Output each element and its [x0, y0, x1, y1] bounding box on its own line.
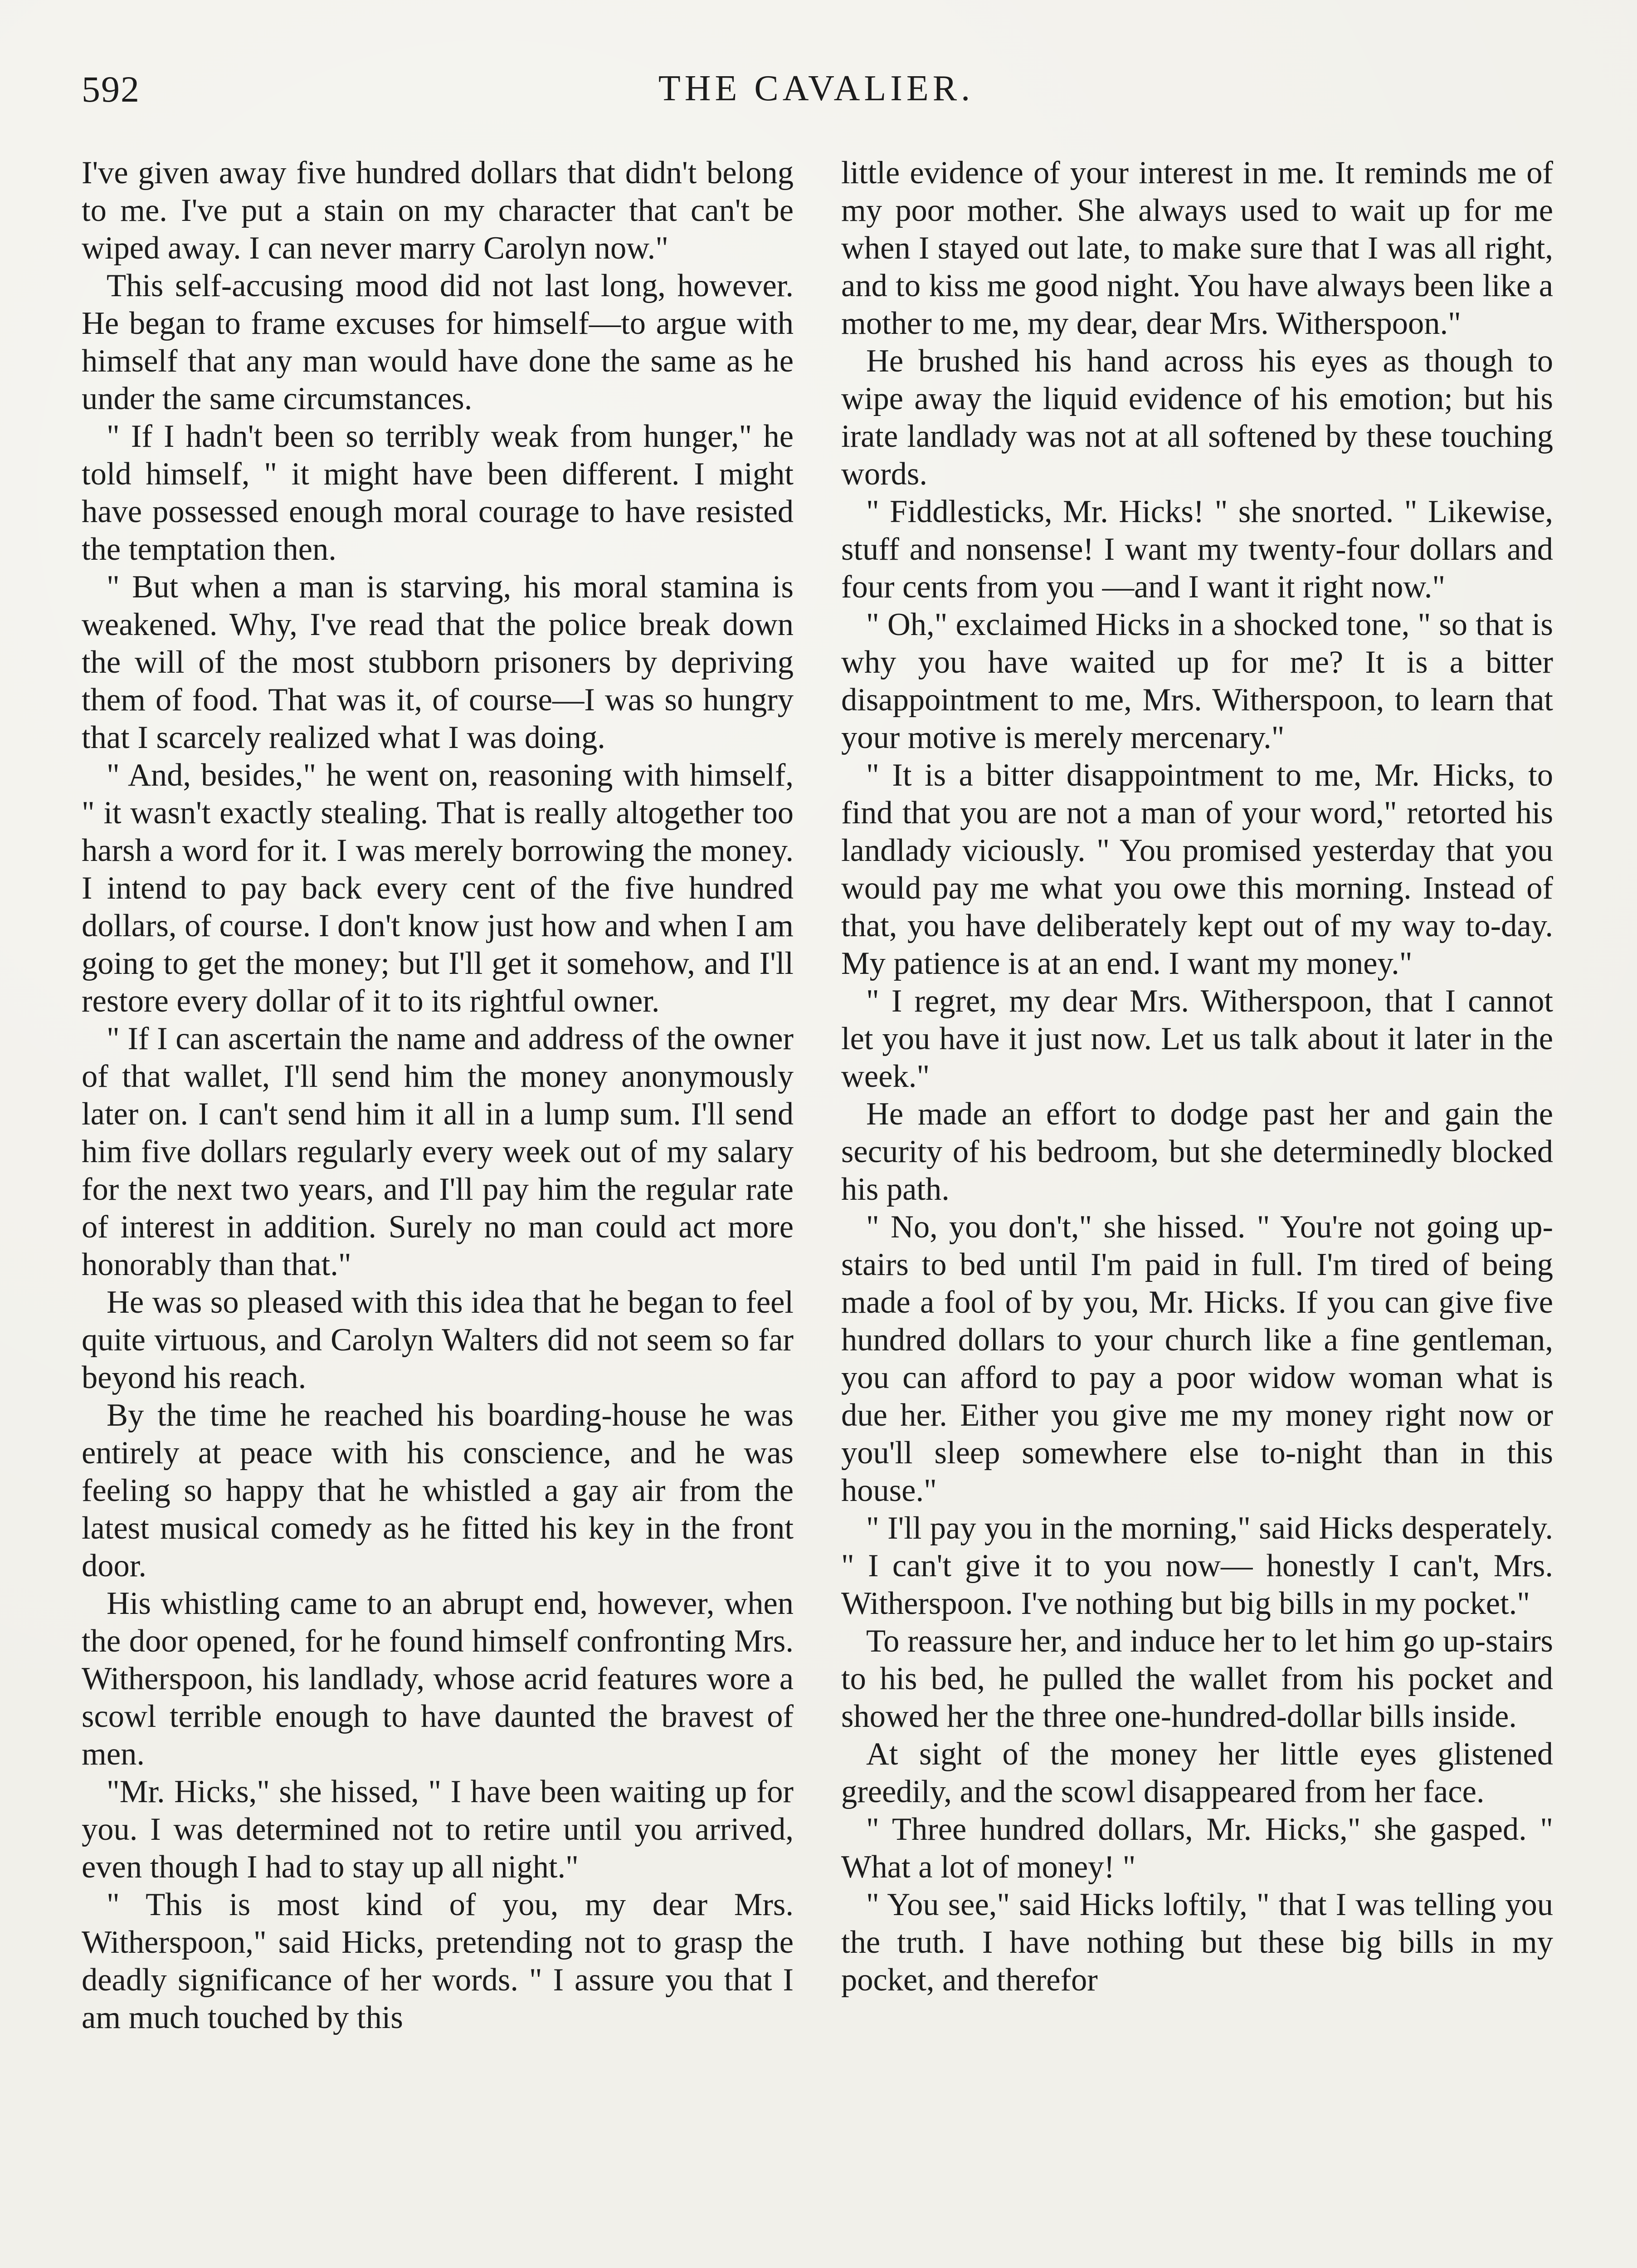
- paragraph: " This is most kind of you, my dear Mrs. Witherspoon," said Hicks, pretending not to grasp the deadly significance of her words. " I assure you that I am much touched by this: [82, 1887, 794, 2035]
- right-text-column: [841, 154, 1553, 2268]
- paragraph: " Three hundred dollars, Mr. Hicks," she gasped. " What a lot of money! ": [841, 1812, 1553, 1885]
- paragraph: " If I can ascertain the name and address of the owner of that wallet, I'll send him the money anonymously later on. I can't send him it all in a lump sum. I'll send him five dollars regularly every week out of my salary for the next two years, and I'll pay him the regular rate of interest in addition. Surely no man could act more honorably than that.": [82, 1021, 794, 1282]
- paragraph: " Oh," exclaimed Hicks in a shocked tone, " so that is why you have waited up for me? It is a bitter disappointment to me, Mrs. Witherspoon, to learn that your motive is merely mercenary.": [841, 607, 1553, 755]
- paragraph: His whistling came to an abrupt end, however, when the door opened, for he found himself confronting Mrs. Witherspoon, his landlady, whose acrid features wore a scowl terrible enough to have daunted the bravest of men.: [82, 1586, 794, 1772]
- paragraph: He brushed his hand across his eyes as though to wipe away the liquid evidence of his emotion; but his irate landlady was not at all softened by these touching words.: [841, 343, 1553, 492]
- paragraph: " I regret, my dear Mrs. Witherspoon, that I cannot let you have it just now. Let us talk about it later in the week.": [841, 983, 1553, 1094]
- paragraph: To reassure her, and induce her to let him go up-stairs to his bed, he pulled the wallet from his pocket and showed her the three one-hundred-dollar bills inside.: [841, 1623, 1553, 1734]
- running-title: THE CAVALIER.: [658, 68, 974, 108]
- paragraph: "Mr. Hicks," she hissed, " I have been waiting up for you. I was determined not to retire until you arrived, even though I had to stay up all night.": [82, 1774, 794, 1885]
- paragraph: " If I hadn't been so terribly weak from hunger," he told himself, " it might have been different. I might have possessed enough moral courage to have resisted the temptation then.: [82, 419, 794, 567]
- left-text-column: [82, 154, 794, 2268]
- paragraph: " You see," said Hicks loftily, " that I was telling you the truth. I have nothing but these big bills in my pocket, and therefor: [841, 1887, 1553, 1998]
- paragraph: He made an effort to dodge past her and gain the security of his bedroom, but she determinedly blocked his path.: [841, 1096, 1553, 1207]
- paragraph: By the time he reached his boarding-house he was entirely at peace with his conscience, and he was feeling so happy that he whistled a gay air from the latest musical comedy as he fitted his key in the front door.: [82, 1398, 794, 1584]
- paragraph: This self-accusing mood did not last long, however. He began to frame excuses for himself—to argue with himself that any man would have done the same as he under the same circumstances.: [82, 268, 794, 416]
- paragraph: " But when a man is starving, his moral stamina is weakened. Why, I've read that the police break down the will of the most stubborn prisoners by depriving them of food. That was it, of course—I was so hungry that I scarcely realized what I was doing.: [82, 569, 794, 755]
- paragraph: " I'll pay you in the morning," said Hicks desperately. " I can't give it to you now— honestly I can't, Mrs. Witherspoon. I've nothing but big bills in my pocket.": [841, 1510, 1553, 1621]
- page-number: 592: [82, 68, 140, 110]
- paragraph: " Fiddlesticks, Mr. Hicks! " she snorted. " Likewise, stuff and nonsense! I want my twenty-four dollars and four cents from you —and I want it right now.": [841, 494, 1553, 605]
- paragraph: little evidence of your interest in me. It reminds me of my poor mother. She always used to wait up for me when I stayed out late, to make sure that I was all right, and to kiss me good night. You have always been like a mother to me, my dear, dear Mrs. Witherspoon.": [841, 155, 1553, 341]
- page-header: [82, 68, 1551, 118]
- paragraph: I've given away five hundred dollars that didn't belong to me. I've put a stain on my character that can't be wiped away. I can never marry Carolyn now.": [82, 155, 794, 266]
- paragraph: At sight of the money her little eyes glistened greedily, and the scowl disappeared from her face.: [841, 1736, 1553, 1809]
- paragraph: " No, you don't," she hissed. " You're not going up-stairs to bed until I'm paid in full. I'm tired of being made a fool of by you, Mr. Hicks. If you can give five hundred dollars to your church like a fine gentleman, you can afford to pay a poor widow woman what is due her. Either you give me my money right now or you'll sleep somewhere else to-night than in this house.": [841, 1209, 1553, 1508]
- paragraph: " It is a bitter disappointment to me, Mr. Hicks, to find that you are not a man of your word," retorted his landlady viciously. " You promised yesterday that you would pay me what you owe this morning. Instead of that, you have deliberately kept out of my way to-day. My patience is at an end. I want my money.": [841, 758, 1553, 981]
- paragraph: He was so pleased with this idea that he began to feel quite virtuous, and Carolyn Walters did not seem so far beyond his reach.: [82, 1285, 794, 1395]
- paragraph: " And, besides," he went on, reasoning with himself, " it wasn't exactly stealing. That is really altogether too harsh a word for it. I was merely borrowing the money. I intend to pay back every cent of the five hundred dollars, of course. I don't know just how and when I am going to get the money; but I'll get it somehow, and I'll restore every dollar of it to its rightful owner.: [82, 758, 794, 1019]
